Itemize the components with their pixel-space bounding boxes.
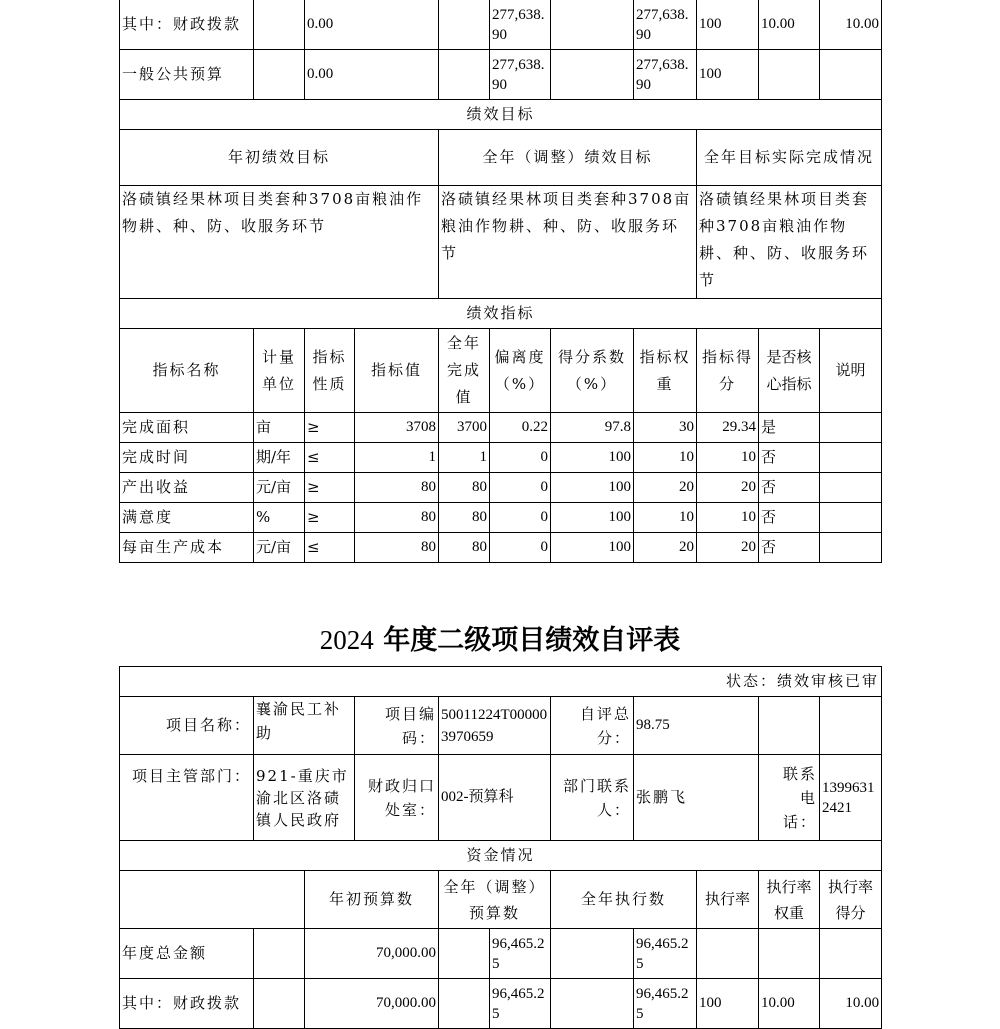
indicator-note: [820, 503, 882, 533]
col-executed: 全年执行数: [551, 871, 697, 929]
indicator-core: 否: [759, 503, 820, 533]
goal-text-adjusted: 洛碛镇经果林项目类套种3708亩粮油作物耕、种、防、收服务环节: [439, 186, 697, 299]
indicator-unit: 期/年: [254, 443, 305, 473]
status-badge: 状态：绩效审核已审: [120, 667, 882, 697]
goal-col-adjusted: 全年（调整）绩效目标: [439, 130, 697, 186]
funding-cell: [439, 929, 490, 979]
col-exec-weight: 执行率权重: [759, 871, 820, 929]
funding-cell: [439, 0, 490, 50]
indicator-value: 80: [355, 473, 439, 503]
indicator-unit: 元/亩: [254, 533, 305, 563]
indicator-row: [120, 503, 882, 533]
blank-cell: [120, 871, 305, 929]
self-score-label: 自评总分：: [551, 697, 634, 755]
indicator-row: [120, 443, 882, 473]
dept: 921-重庆市渝北区洛碛镇人民政府: [254, 755, 355, 841]
funding-cell: [551, 929, 634, 979]
funding-cell: [254, 929, 305, 979]
indicator-score: 10: [697, 503, 759, 533]
funding-exec-weight: [759, 929, 820, 979]
indicator-coefficient: 100: [551, 503, 634, 533]
dept-info-row: [120, 755, 882, 841]
indicator-deviation: 0.22: [490, 413, 551, 443]
evaluation-table-2: [119, 666, 882, 1029]
funding-row-label: 其中：财政拨款: [120, 979, 254, 1029]
col-unit: 计量单位: [254, 329, 305, 413]
indicator-nature: ≤: [305, 443, 355, 473]
funding-exec-weight: [759, 50, 820, 100]
phone: 13996312421: [820, 755, 882, 841]
indicator-note: [820, 443, 882, 473]
indicator-note: [820, 413, 882, 443]
col-note: 说明: [820, 329, 882, 413]
indicator-name: 完成时间: [120, 443, 254, 473]
indicator-deviation: 0: [490, 473, 551, 503]
funding-exec-score: [820, 50, 882, 100]
funding-exec-weight: 10.00: [759, 979, 820, 1029]
indicator-weight: 20: [634, 533, 697, 563]
funding-initial-budget: 70,000.00: [305, 929, 439, 979]
indicator-nature: ≥: [305, 473, 355, 503]
funding-exec-score: [820, 929, 882, 979]
indicator-row: [120, 473, 882, 503]
indicator-row: [120, 413, 882, 443]
indicator-note: [820, 533, 882, 563]
indicator-deviation: 0: [490, 503, 551, 533]
funding-row: [120, 929, 882, 979]
indicator-name: 满意度: [120, 503, 254, 533]
indicator-done: 80: [439, 503, 490, 533]
funding-exec-rate: 100: [697, 979, 759, 1029]
funds-header-row: [120, 871, 882, 929]
title-year: 2024: [319, 625, 374, 655]
indicator-core: 是: [759, 413, 820, 443]
indicator-coefficient: 100: [551, 533, 634, 563]
indicator-coefficient: 100: [551, 473, 634, 503]
indicator-done: 80: [439, 473, 490, 503]
indicator-score: 20: [697, 473, 759, 503]
col-adjusted-budget: 全年（调整）预算数: [439, 871, 551, 929]
col-initial-budget: 年初预算数: [305, 871, 439, 929]
funding-row: [120, 979, 882, 1029]
indicator-coefficient: 100: [551, 443, 634, 473]
project-code-label: 项目编码：: [355, 697, 439, 755]
finance-office-label: 财政归口处室：: [355, 755, 439, 841]
funding-executed: 277,638.90: [634, 50, 697, 100]
funding-adjusted-budget: 277,638.90: [490, 50, 551, 100]
indicator-weight: 10: [634, 503, 697, 533]
indicator-unit: 亩: [254, 413, 305, 443]
indicator-score: 29.34: [697, 413, 759, 443]
col-indicator-name: 指标名称: [120, 329, 254, 413]
indicator-done: 80: [439, 533, 490, 563]
indicator-deviation: 0: [490, 533, 551, 563]
funding-cell: [551, 979, 634, 1029]
indicator-note: [820, 473, 882, 503]
col-nature: 指标性质: [305, 329, 355, 413]
evaluation-table-1: [119, 0, 882, 563]
funding-initial-budget: 0.00: [305, 0, 439, 50]
indicator-value: 1: [355, 443, 439, 473]
page-title: [0, 616, 1000, 665]
funding-row-label: 一般公共预算: [120, 50, 254, 100]
contact-label: 部门联系人：: [551, 755, 634, 841]
col-value: 指标值: [355, 329, 439, 413]
indicator-core: 否: [759, 443, 820, 473]
funding-initial-budget: 0.00: [305, 50, 439, 100]
indicator-core: 否: [759, 533, 820, 563]
project-name-label: 项目名称：: [120, 697, 254, 755]
funding-cell: [551, 50, 634, 100]
funding-cell: [254, 979, 305, 1029]
funding-adjusted-budget: 277,638.90: [490, 0, 551, 50]
title-text: 年度二级项目绩效自评表: [373, 625, 681, 656]
goal-text-actual: 洛碛镇经果林项目类套种3708亩粮油作物耕、种、防、收服务环节: [697, 186, 882, 299]
col-exec-score: 执行率得分: [820, 871, 882, 929]
funding-cell: [439, 50, 490, 100]
funding-adjusted-budget: 96,465.25: [490, 929, 551, 979]
indicator-deviation: 0: [490, 443, 551, 473]
blank-cell: [820, 697, 882, 755]
indicator-weight: 10: [634, 443, 697, 473]
indicator-unit: %: [254, 503, 305, 533]
col-done: 全年完成值: [439, 329, 490, 413]
indicator-done: 3700: [439, 413, 490, 443]
indicator-name: 完成面积: [120, 413, 254, 443]
funding-adjusted-budget: 96,465.25: [490, 979, 551, 1029]
indicator-core: 否: [759, 473, 820, 503]
indicator-score: 10: [697, 443, 759, 473]
contact: 张鹏飞: [634, 755, 759, 841]
funding-executed: 96,465.25: [634, 929, 697, 979]
col-exec-rate: 执行率: [697, 871, 759, 929]
indicators-header: 绩效指标: [120, 299, 882, 329]
finance-office: 002-预算科: [439, 755, 551, 841]
self-score: 98.75: [634, 697, 759, 755]
funding-exec-rate: 100: [697, 50, 759, 100]
col-deviation: 偏离度（%）: [490, 329, 551, 413]
funding-exec-score: 10.00: [820, 979, 882, 1029]
funding-cell: [551, 0, 634, 50]
project-code: 50011224T000003970659: [439, 697, 551, 755]
indicator-row: [120, 533, 882, 563]
indicator-score: 20: [697, 533, 759, 563]
indicator-header-row: [120, 329, 882, 413]
goal-text-initial: 洛碛镇经果林项目类套种3708亩粮油作物耕、种、防、收服务环节: [120, 186, 439, 299]
indicator-value: 3708: [355, 413, 439, 443]
indicator-value: 80: [355, 533, 439, 563]
indicator-value: 80: [355, 503, 439, 533]
indicator-name: 每亩生产成本: [120, 533, 254, 563]
col-coefficient: 得分系数（%）: [551, 329, 634, 413]
funding-row-label: 年度总金额: [120, 929, 254, 979]
phone-label: 联系电话：: [759, 755, 820, 841]
funding-row-label: 其中：财政拨款: [120, 0, 254, 50]
project-info-row: [120, 697, 882, 755]
funding-exec-score: 10.00: [820, 0, 882, 50]
funding-initial-budget: 70,000.00: [305, 979, 439, 1029]
indicator-done: 1: [439, 443, 490, 473]
funding-executed: 277,638.90: [634, 0, 697, 50]
funding-row: [120, 0, 882, 50]
funding-cell: [254, 0, 305, 50]
project-name: 襄渝民工补助: [254, 697, 355, 755]
funding-row: [120, 50, 882, 100]
col-weight: 指标权重: [634, 329, 697, 413]
indicator-unit: 元/亩: [254, 473, 305, 503]
indicator-nature: ≤: [305, 533, 355, 563]
funding-exec-rate: 100: [697, 0, 759, 50]
indicator-nature: ≥: [305, 413, 355, 443]
funding-cell: [439, 979, 490, 1029]
goals-header: 绩效目标: [120, 100, 882, 130]
dept-label: 项目主管部门：: [120, 755, 254, 841]
goal-col-initial: 年初绩效目标: [120, 130, 439, 186]
blank-cell: [759, 697, 820, 755]
col-score: 指标得分: [697, 329, 759, 413]
goal-col-actual: 全年目标实际完成情况: [697, 130, 882, 186]
funds-header: 资金情况: [120, 841, 882, 871]
indicator-coefficient: 97.8: [551, 413, 634, 443]
funding-exec-rate: [697, 929, 759, 979]
indicator-name: 产出收益: [120, 473, 254, 503]
indicator-weight: 30: [634, 413, 697, 443]
funding-executed: 96,465.25: [634, 979, 697, 1029]
col-core: 是否核心指标: [759, 329, 820, 413]
funding-exec-weight: 10.00: [759, 0, 820, 50]
funding-cell: [254, 50, 305, 100]
indicator-nature: ≥: [305, 503, 355, 533]
indicator-weight: 20: [634, 473, 697, 503]
